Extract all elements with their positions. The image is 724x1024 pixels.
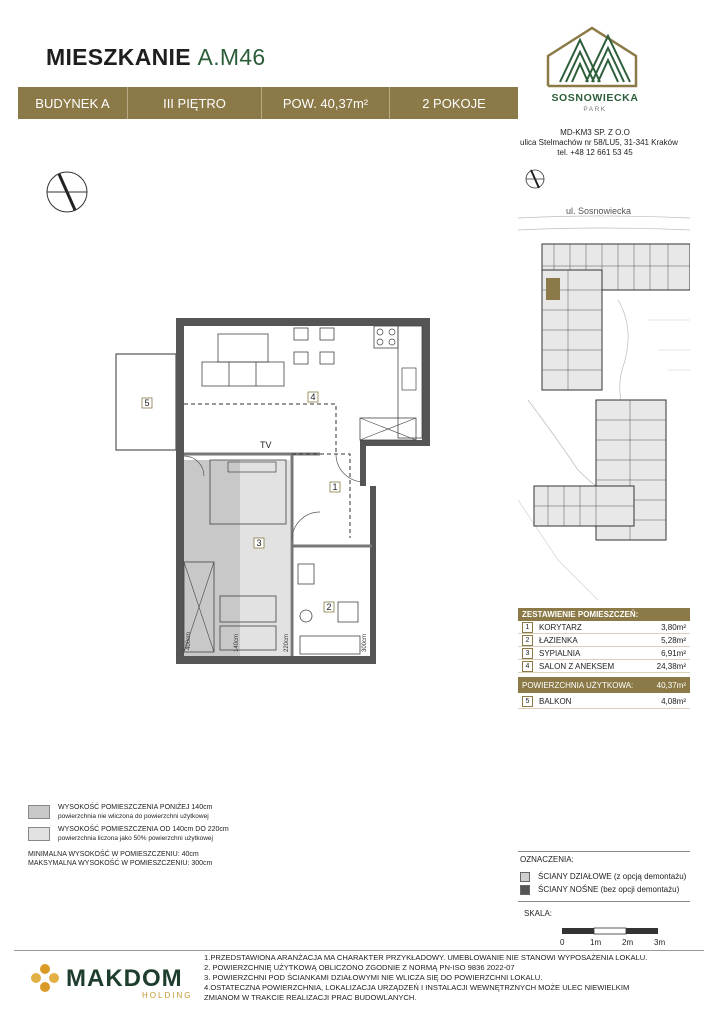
min-height-text: MINIMALNA WYSOKOŚĆ W POMIESZCZENIU: 40cm xyxy=(28,851,199,858)
balcony-row xyxy=(518,695,690,709)
room-row-name: ŁAZIENKA xyxy=(539,635,578,645)
scale-label: 3m xyxy=(654,938,666,947)
scale-label: 0 xyxy=(560,938,565,947)
room-row-num: 3 xyxy=(522,648,533,659)
rooms-table-heading: ZESTAWIENIE POMIESZCZEŃ: xyxy=(518,608,690,621)
notes xyxy=(204,953,704,1003)
room-row-area: 6,91m² xyxy=(661,648,686,658)
rooms-table xyxy=(518,608,690,709)
room-row-num: 2 xyxy=(522,635,533,646)
scale-title: SKALA: xyxy=(524,909,553,918)
room-row xyxy=(518,647,690,660)
mid-height-swatch xyxy=(28,827,50,841)
mid-height-area xyxy=(240,460,290,660)
room-row-num: 4 xyxy=(522,661,533,672)
room-number: 4 xyxy=(310,392,316,402)
floor-plan xyxy=(110,310,440,670)
apartment-info-bar xyxy=(18,87,518,119)
note-line: 4.OSTATECZNA POWIERZCHNIA, LOKALIZACJA URZĄDZEŃ I INSTALACJI WEWNĘTRZNYCH MOŻE ULEC NIEWIELKIM xyxy=(204,983,630,992)
room-number: 3 xyxy=(256,538,262,548)
height-range xyxy=(28,850,212,868)
room-row-num: 1 xyxy=(522,622,533,633)
low-height-swatch xyxy=(28,805,50,819)
wall-legend xyxy=(520,855,692,896)
balcony-area: 4,08m² xyxy=(661,697,686,706)
partition-label: ŚCIANY DZIAŁOWE (z opcją demontażu) xyxy=(538,872,687,881)
room-row xyxy=(518,621,690,634)
site-compass-icon xyxy=(522,168,548,190)
room-row-area: 24,38m² xyxy=(656,661,686,671)
usable-area-row xyxy=(518,677,690,693)
logo-sub: PARK xyxy=(583,106,607,113)
load-bearing-label: ŚCIANY NOŚNE (bez opcji demontażu) xyxy=(538,885,680,894)
street-label: ul. Sosnowiecka xyxy=(566,206,632,216)
makdom-name: MAKDOM xyxy=(66,965,183,992)
dimension-label: 220cm xyxy=(284,633,290,652)
company-address: ulica Stelmachów nr 58/LU5, 31-341 Kraków xyxy=(520,138,678,147)
balcony-num: 5 xyxy=(522,696,533,707)
room-row-area: 3,80m² xyxy=(661,622,686,632)
low-height-note: powierzchnia nie wliczona do powierzchni użytkowej xyxy=(58,813,209,820)
low-height-title: WYSOKOŚĆ POMIESZCZENIA PONIŻEJ 140cm xyxy=(58,804,213,811)
dimension-label: 300cm xyxy=(362,633,368,652)
area-label: POW. 40,37m² xyxy=(262,87,390,119)
tv-label: TV xyxy=(260,440,272,450)
usable-area-label: POWIERZCHNIA UŻYTKOWA: xyxy=(522,680,634,690)
room-row-name: KORYTARZ xyxy=(539,622,582,632)
room-row xyxy=(518,634,690,647)
compass-icon xyxy=(42,170,92,214)
scale-label: 1m xyxy=(590,938,602,947)
company-info xyxy=(520,128,678,158)
note-line: ZMIANOM W TRAKCIE REALIZACJI PRAC BUDOWLANYCH. xyxy=(204,993,417,1002)
room-row-area: 5,28m² xyxy=(661,635,686,645)
low-height-area xyxy=(182,460,240,660)
room-number: 2 xyxy=(326,602,332,612)
note-line: 2. POWIERZCHNIĘ UŻYTKOWĄ OBLICZONO ZGODNIE Z NORMĄ PN-ISO 9836 2022-07 xyxy=(204,963,515,972)
dimension-label: 140cm xyxy=(234,633,240,652)
makdom-logo xyxy=(30,963,193,1000)
room-number: 1 xyxy=(332,482,338,492)
dimension-label: 400cm xyxy=(186,631,192,650)
floor-label: III PIĘTRO xyxy=(128,87,262,119)
flower-icon xyxy=(30,963,60,993)
building-label: BUDYNEK A xyxy=(18,87,128,119)
sosnowiecka-logo xyxy=(520,22,670,122)
load-bearing-swatch xyxy=(520,885,530,895)
pine-house-icon xyxy=(520,22,670,92)
usable-area-value: 40,37m² xyxy=(656,680,686,690)
site-plan-map xyxy=(518,200,690,600)
company-name: MD-KM3 SP. Z O.O xyxy=(560,128,630,137)
divider xyxy=(518,901,690,902)
room-number: 5 xyxy=(144,398,150,408)
title-prefix: MIESZKANIE xyxy=(46,44,191,70)
makdom-sub: HOLDING xyxy=(142,991,193,1000)
apartment-code: A.M46 xyxy=(197,44,266,70)
mid-height-title: WYSOKOŚĆ POMIESZCZENIA OD 140cm DO 220cm xyxy=(58,826,229,833)
scale-label: 2m xyxy=(622,938,634,947)
room-row-name: SALON Z ANEKSEM xyxy=(539,661,615,671)
divider xyxy=(14,950,704,951)
wall-legend-title: OZNACZENIA: xyxy=(520,855,574,864)
company-phone: tel. +48 12 661 53 45 xyxy=(557,148,633,157)
note-line: 1.PRZEDSTAWIONA ARANŻACJA MA CHARAKTER PRZYKŁADOWY. UMEBLOWANIE NIE STANOWI WYPOSAŻENIA LOKALU. xyxy=(204,953,648,962)
note-line: 3. POWIERZCHNI POD ŚCIANKAMI DZIAŁOWYMI NIE WLICZA SIĘ DO POWIERZCHNI LOKALU. xyxy=(204,973,543,982)
logo-name: SOSNOWIECKA xyxy=(551,92,639,104)
partition-swatch xyxy=(520,872,530,882)
scale-bar xyxy=(560,926,670,936)
page-title xyxy=(46,44,266,71)
balcony-name: BALKON xyxy=(539,697,572,706)
mid-height-note: powierzchnia liczona jako 50% powierzchni użytkowej xyxy=(58,835,213,842)
rooms-label: 2 POKOJE xyxy=(422,95,486,111)
room-row xyxy=(518,660,690,673)
height-legend xyxy=(28,803,328,847)
room-row-name: SYPIALNIA xyxy=(539,648,581,658)
max-height-text: MAKSYMALNA WYSOKOŚĆ W POMIESZCZENIU: 300cm xyxy=(28,860,213,867)
divider xyxy=(518,851,690,852)
